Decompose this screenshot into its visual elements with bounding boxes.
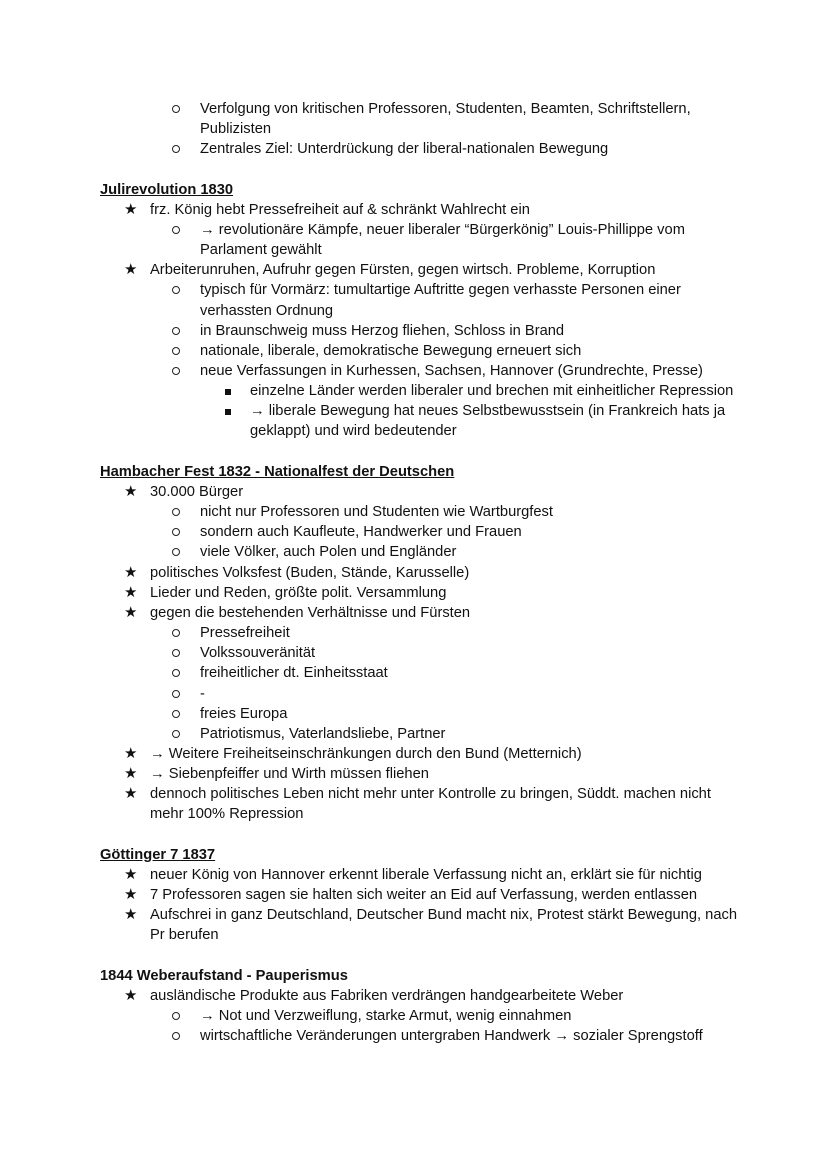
list-item-text: Aufschrei in ganz Deutschland, Deutscher Bund macht nix, Protest stärkt Bewegung, nach Pr berufen xyxy=(150,907,737,944)
list-item-text: - xyxy=(200,685,205,702)
list-item-text: gegen die bestehenden Verhältnisse und Fürsten xyxy=(150,604,471,621)
list-item-text: → Siebenpfeiffer und Wirth müssen fliehen xyxy=(150,766,429,783)
list-item-text: typisch für Vormärz: tumultartige Auftritte gegen verhasste Personen einer verhassten Ordnung xyxy=(200,282,681,319)
list-item xyxy=(100,522,748,542)
list-item xyxy=(100,401,748,441)
list-item xyxy=(100,321,748,341)
circle-bullet-icon xyxy=(172,542,180,562)
circle-bullet-icon xyxy=(172,139,180,159)
star-bullet-icon: ★ xyxy=(124,744,138,762)
circle-bullet-icon xyxy=(172,724,180,744)
list-item xyxy=(100,1026,748,1046)
list-item-text: neuer König von Hannover erkennt liberale Verfassung nicht an, erklärt sie für nichtig xyxy=(150,866,702,883)
circle-bullet-icon xyxy=(172,99,180,119)
list-item xyxy=(100,885,748,905)
list-item xyxy=(100,542,748,562)
star-bullet-icon: ★ xyxy=(124,906,138,924)
list-item xyxy=(100,280,748,320)
list-item-text: → liberale Bewegung hat neues Selbstbewusstsein (in Frankreich hats ja geklappt) und wird bedeutender xyxy=(250,403,726,440)
square-bullet-icon xyxy=(225,401,231,421)
list-item xyxy=(100,260,748,280)
list-item xyxy=(100,865,748,885)
list-item-text: Lieder und Reden, größte polit. Versammlung xyxy=(150,584,447,601)
list-item-text: Arbeiterunruhen, Aufruhr gegen Fürsten, gegen wirtsch. Probleme, Korruption xyxy=(150,262,656,279)
list-item-text: frz. König hebt Pressefreiheit auf & schränkt Wahlrecht ein xyxy=(150,201,530,218)
circle-bullet-icon xyxy=(172,280,180,300)
circle-bullet-icon xyxy=(172,220,180,240)
star-bullet-icon: ★ xyxy=(124,583,138,601)
circle-bullet-icon xyxy=(172,361,180,381)
list-item xyxy=(100,663,748,683)
list-item xyxy=(100,482,748,502)
list-item xyxy=(100,905,748,945)
list-item-text: in Braunschweig muss Herzog fliehen, Schloss in Brand xyxy=(200,322,565,339)
star-bullet-icon: ★ xyxy=(124,603,138,621)
section-heading: 1844 Weberaufstand - Pauperismus xyxy=(100,967,348,984)
list-item-text: neue Verfassungen in Kurhessen, Sachsen, Hannover (Grundrechte, Presse) xyxy=(200,363,703,380)
list-item-text: → Not und Verzweiflung, starke Armut, wenig einnahmen xyxy=(200,1007,572,1024)
list-item xyxy=(100,502,748,522)
list-item-text: Patriotismus, Vaterlandsliebe, Partner xyxy=(200,725,446,742)
star-bullet-icon: ★ xyxy=(124,200,138,218)
blank-line xyxy=(100,946,748,966)
list-item-text: → Weitere Freiheitseinschränkungen durch den Bund (Metternich) xyxy=(150,745,582,762)
star-bullet-icon: ★ xyxy=(124,261,138,279)
list-item-text: Pressefreiheit xyxy=(200,625,290,642)
star-bullet-icon: ★ xyxy=(124,563,138,581)
circle-bullet-icon xyxy=(172,704,180,724)
list-item xyxy=(100,784,748,824)
list-item-text: ausländische Produkte aus Fabriken verdrängen handgearbeitete Weber xyxy=(150,987,624,1004)
list-item-text: dennoch politisches Leben nicht mehr unter Kontrolle zu bringen, Süddt. machen nicht mehr 100% Repression xyxy=(150,786,711,823)
star-bullet-icon: ★ xyxy=(124,482,138,500)
list-item-text: wirtschaftliche Veränderungen untergraben Handwerk → sozialer Sprengstoff xyxy=(200,1028,703,1045)
list-item xyxy=(100,764,748,784)
list-item xyxy=(100,684,748,704)
list-item xyxy=(100,381,748,401)
circle-bullet-icon xyxy=(172,623,180,643)
circle-bullet-icon xyxy=(172,341,180,361)
list-item-text: sondern auch Kaufleute, Handwerker und Frauen xyxy=(200,524,522,541)
list-item-text: freies Europa xyxy=(200,705,288,722)
section-heading: Julirevolution 1830 xyxy=(100,181,234,198)
circle-bullet-icon xyxy=(172,684,180,704)
list-item-text: Zentrales Ziel: Unterdrückung der liberal-nationalen Bewegung xyxy=(200,141,609,158)
list-item xyxy=(100,1006,748,1026)
list-item xyxy=(100,341,748,361)
circle-bullet-icon xyxy=(172,321,180,341)
list-item xyxy=(100,603,748,623)
list-item xyxy=(100,220,748,260)
list-item-text: nicht nur Professoren und Studenten wie Wartburgfest xyxy=(200,504,553,521)
list-item-text: 30.000 Bürger xyxy=(150,483,244,500)
list-item xyxy=(100,200,748,220)
list-item xyxy=(100,583,748,603)
list-item-text: freiheitlicher dt. Einheitsstaat xyxy=(200,665,388,682)
section-heading: Göttinger 7 1837 xyxy=(100,846,216,863)
blank-line xyxy=(100,442,748,462)
list-item-text: nationale, liberale, demokratische Bewegung erneuert sich xyxy=(200,342,582,359)
circle-bullet-icon xyxy=(172,1006,180,1026)
circle-bullet-icon xyxy=(172,1026,180,1046)
list-item xyxy=(100,361,748,381)
blank-line xyxy=(100,159,748,179)
list-item-text: Verfolgung von kritischen Professoren, Studenten, Beamten, Schriftstellern, Publizisten xyxy=(200,101,691,138)
circle-bullet-icon xyxy=(172,522,180,542)
circle-bullet-icon xyxy=(172,643,180,663)
blank-line xyxy=(100,825,748,845)
list-item xyxy=(100,643,748,663)
list-item xyxy=(100,986,748,1006)
list-item-text: 7 Professoren sagen sie halten sich weiter an Eid auf Verfassung, werden entlassen xyxy=(150,887,698,904)
star-bullet-icon: ★ xyxy=(124,986,138,1004)
star-bullet-icon: ★ xyxy=(124,765,138,783)
list-item xyxy=(100,623,748,643)
document-body xyxy=(100,99,748,1046)
section-heading: Hambacher Fest 1832 - Nationalfest der Deutschen xyxy=(100,463,455,480)
circle-bullet-icon xyxy=(172,663,180,683)
list-item-text: Volkssouveränität xyxy=(200,645,316,662)
list-item xyxy=(100,563,748,583)
square-bullet-icon xyxy=(225,381,231,401)
list-item xyxy=(100,99,748,139)
star-bullet-icon: ★ xyxy=(124,886,138,904)
list-item-text: politisches Volksfest (Buden, Stände, Karusselle) xyxy=(150,564,470,581)
star-bullet-icon: ★ xyxy=(124,865,138,883)
list-item-text: → revolutionäre Kämpfe, neuer liberaler “Bürgerkönig” Louis-Phillippe vom Parlament gewählt xyxy=(200,221,685,259)
circle-bullet-icon xyxy=(172,502,180,522)
list-item xyxy=(100,704,748,724)
list-item-text: einzelne Länder werden liberaler und brechen mit einheitlicher Repression xyxy=(250,383,734,400)
list-item xyxy=(100,744,748,764)
star-bullet-icon: ★ xyxy=(124,785,138,803)
list-item xyxy=(100,724,748,744)
list-item-text: viele Völker, auch Polen und Engländer xyxy=(200,544,457,561)
list-item xyxy=(100,139,748,159)
